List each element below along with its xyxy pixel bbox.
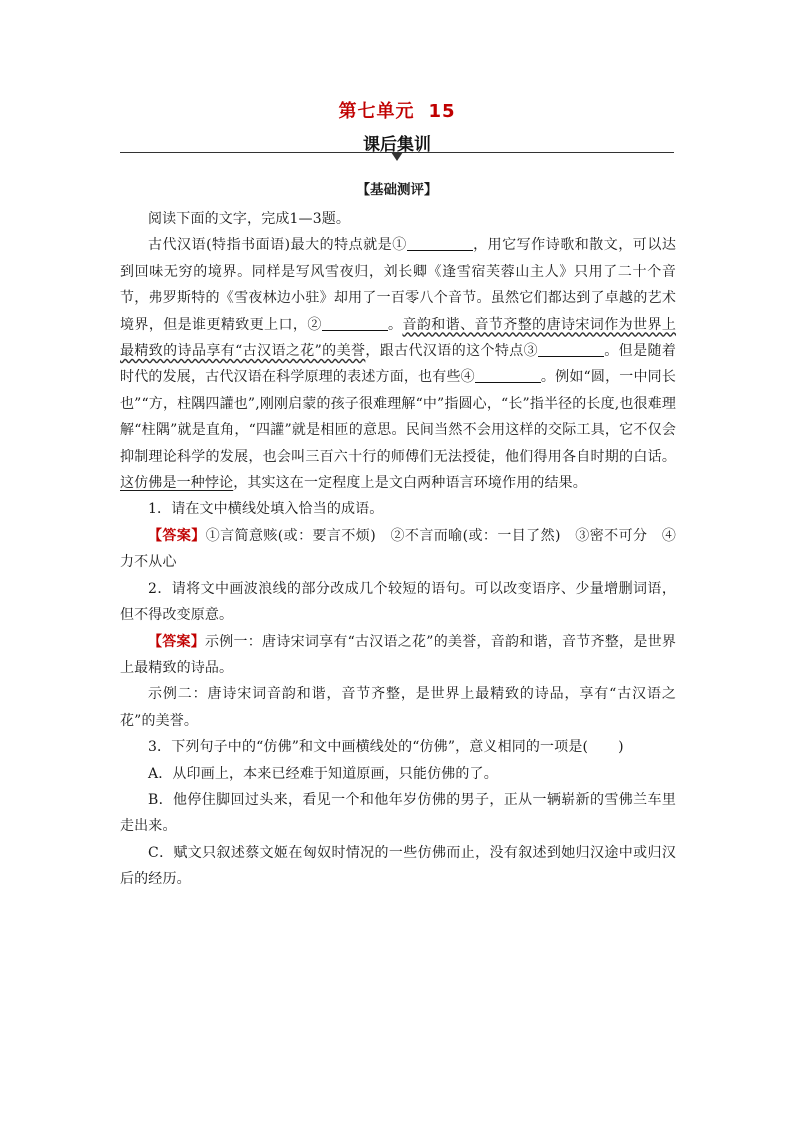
page-subtitle: 课后集训 [363,135,431,155]
blank-2 [322,316,388,331]
option-c: C．赋文只叙述蔡文姬在匈奴时情况的一些仿佛而止，没有叙述到她归汉途中或归汉后的经历。 [120,844,676,888]
passage [120,232,676,496]
blank-1 [407,236,473,251]
passage-text: 古代汉语(特指书面语)最大的特点就是① [148,237,407,254]
answer-text: 示例一：唐诗宋词享有“古汉语之花”的美誉，音韵和谐，音节齐整，是世界上最精致的诗品。 [120,633,676,676]
document-body [120,206,676,893]
unit-label: 第七单元 [338,101,415,122]
section-title: 【基础测评】 [356,182,438,198]
divider-triangle-icon [391,152,403,161]
question-stem: 3．下列句子中的“仿佛”和文中画横线处的“仿佛”，意义相同的一项是( [148,739,589,756]
answer-label: 【答案】 [148,633,206,650]
question-close: ) [618,739,624,756]
answer-1 [120,523,676,576]
wavy-underlined-sentence: 音韵和谐、音节齐整的唐诗宋词作为世界上最精致的诗品享有“古汉语之花”的美誉 [120,316,677,360]
passage-text: ，其实这在一定程度上是文白两种语言环境作用的结果。 [233,475,587,492]
answer-2-example-2: 示例二：唐诗宋词音韵和谐，音节齐整，是世界上最精致的诗品，享有“古汉语之花”的美誉。 [120,686,676,729]
passage-text: 。但是随着时代的发展，古代汉语在科学原理的表述方面，也有些④ [120,343,676,386]
question-2: 2．请将文中画波浪线的部分改成几个较短的语句。可以改变语序、少量增删词语，但不得改变原意。 [120,580,676,624]
answer-label: 【答案】 [148,527,206,544]
passage-text: 。 [387,316,403,333]
question-3 [120,734,676,760]
blank-3 [538,342,604,357]
answer-text: ①言简意赅(或：要言不烦) ②不言而喻(或：一目了然) ③密不可分 ④力不从心 [120,527,676,571]
passage-text: 。例如“圆，一中同长也”“方，柱隅四讙也”,刚刚启蒙的孩子很难理解“中”指圆心，“长”指半径的长度,也很难理解“柱隅”就是直角，“四讙”就是相匝的意思。民间当然不会用这样的交际工具，它不仅会抑制理论科学的发展，也会叫三百六十行的师傅们无法授徒，他们得用各自时期的白话。 [120,369,676,465]
option-a: A．从印画上，本来已经难于知道原画，只能仿佛的了。 [148,765,498,782]
passage-text: ，跟古代汉语的这个特点③ [365,343,539,360]
answer-2-example-1 [120,629,676,682]
option-b: B．他停住脚回过头来，看见一个和他年岁仿佛的男子，正从一辆崭新的雪佛兰车里走出来。 [120,791,676,835]
underlined-phrase: 这仿佛是一种悖论 [120,475,234,492]
passage-text: ，用它写作诗歌和散文，可以达到回味无穷的境界。同样是写风雪夜归，刘长卿《逢雪宿芙蓉山主人》只用了二十个音节，弗罗斯特的《雪夜林边小驻》却用了一百零八个音节。虽然它们都达到了卓越的艺术境界，但是谁更精致更上口，② [120,237,676,333]
reading-instruction: 阅读下面的文字，完成1—3题。 [148,211,351,227]
question-1: 1．请在文中横线处填入恰当的成语。 [148,501,384,518]
unit-title [0,97,794,123]
lesson-number: 15 [428,101,456,122]
blank-4 [475,368,541,383]
